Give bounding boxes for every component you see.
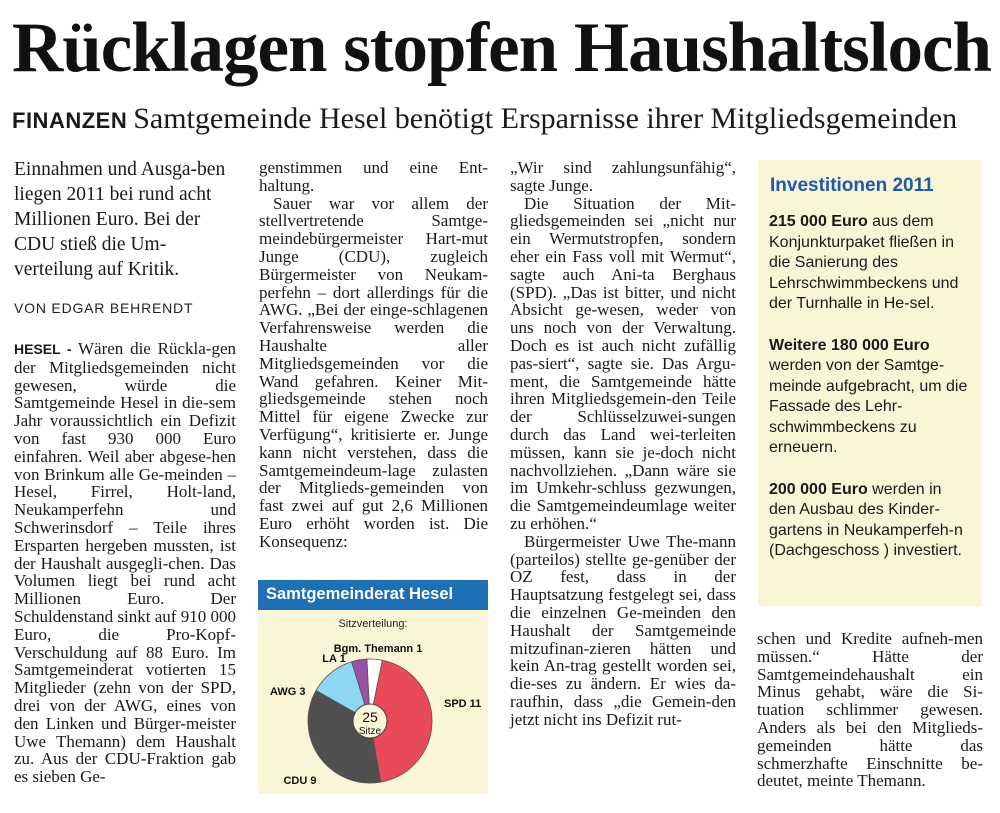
center-value: 25 — [362, 709, 378, 725]
chart-title: Samtgemeinderat Hesel — [258, 580, 488, 610]
pie-chart — [258, 610, 488, 794]
info-box-item — [769, 336, 972, 459]
lead-paragraph: Einnahmen und Ausga-ben liegen 2011 bei rund acht Millionen Euro. Bei der CDU stieß die Um-verteilung auf Kritik. — [14, 159, 226, 280]
chart-subtitle: Sitzverteilung: — [338, 618, 408, 630]
column-4 — [757, 630, 983, 790]
info-box-text: aus dem Konjunkturpaket fließen in die Sanierung des Lehrschwimmbeckens und der Turnhalle in He-sel. — [769, 213, 959, 312]
paragraph-text: Wären die Rückla-gen der Mitgliedsgemeinden nicht gewesen, würde die Samtgemeinde Hesel in die-sem Jahr voraussichtlich ein Defizit von fast 930 000 Euro einfahren. Weil aber abgese-hen von Brinkum alle Ge-meinden – Hesel, Firrel, Holt-land, Neukamperfehn und Schwerinsdorf – Teile ihres Ersparten hergeben mussten, ist der Haushalt ausgegli-chen. Das Volumen liegt bei rund acht Millionen Euro. Der Schuldenstand sinkt auf 910 000 Euro, die Pro-Kopf-Verschuldung auf 88 Euro. Im Samtgemeinderat votierten 15 Mitglieder (zehn von der SPD, drei von der AWG, eines von den Linken und Bürger-meister Uwe Themann) dem Haushalt zu. Aus der CDU-Fraktion gab es sieben Ge- — [14, 339, 236, 787]
subheadline — [12, 100, 992, 140]
paragraph — [14, 340, 236, 786]
kicker: FINANZEN — [12, 108, 128, 133]
headline: Rücklagen stopfen Haushaltsloch — [12, 9, 991, 87]
column-3 — [510, 159, 736, 729]
info-box-item — [769, 480, 972, 562]
paragraph: „Wir sind zahlungsunfähig“, sagte Junge. — [510, 158, 736, 195]
info-box-title: Investitionen 2011 — [770, 175, 934, 196]
center-label: Sitze — [358, 726, 382, 737]
info-box-text: werden von der Samtge-meinde aufgebracht, um die Fassade des Lehr-schwimmbeckens zu erneuern. — [769, 357, 968, 456]
dateline: HESEL - — [14, 341, 72, 357]
pie-label: LA 1 — [322, 653, 346, 665]
pie-label: CDU 9 — [283, 775, 317, 787]
info-box-amount: 215 000 Euro — [769, 213, 868, 230]
info-box-amount: 200 000 Euro — [769, 480, 868, 498]
pie-label: AWG 3 — [270, 686, 306, 698]
column-1 — [14, 340, 236, 786]
paragraph: genstimmen und eine Ent-haltung. — [259, 158, 488, 195]
paragraph: Sauer war vor allem der stellvertretende Samtge-meindebürgermeister Hart-mut Junge (CDU), zugleich Bürgermeister von Neukam-perfehn – dort allerdings für die AWG. „Bei der einge-schlagenen Verfahrensweise werden die Haushalte aller Mitgliedsgemeinden vor die Wand gefahren. Keiner Mit-gliedsgemeinde stehen noch Mittel für eigene Zwecke zur Verfügung“, kritisierte er. Junge kann nicht verstehen, dass die Samtgemeindeum-lage zulasten der Mitglieds-gemeinden von fast zwei auf gut 2,6 Millionen Euro erhöht worden ist. Die Konsequenz: — [259, 193, 488, 551]
pie-label: SPD 11 — [444, 698, 482, 710]
pie-label: Bgm. Themann 1 — [333, 643, 423, 655]
column-2 — [259, 159, 488, 551]
info-box — [758, 160, 982, 606]
info-box-amount: Weitere 180 000 Euro — [769, 336, 930, 354]
paragraph: schen und Kredite aufneh-men müssen.“ Hätte der Samtgemeindehaushalt ein Minus gehabt, wäre die Si-tuation schlimmer gewesen. Anders als bei den Mitglieds-gemeinden hätte das schmerzhafte Einschnitte be-deutet, meinte Themann. — [757, 629, 983, 791]
paragraph: Die Situation der Mit-gliedsgemeinden sei „nicht nur ein Wermutstropfen, sondern eher ein Fass voll mit Wermut“, sagte auch Ani-ta Berghaus (SPD). „Das ist bitter, und nicht Absicht ge-wesen, weder von uns noch von der Verwaltung. Doch es ist auch nicht zufällig pas-siert“, sagte sie. Das Argu-ment, die Samtgemeinde hätte ihren Mitgliedsgemein-den Teile der Schlüsselzuwei-sungen durch das Land wei-terleiten müssen, kann sie je-doch nicht nachvollziehen. „Dann wäre sie im Umkehr-schluss gezwungen, die Samtgemeindeumlage weiter zu erhöhen.“ — [510, 193, 736, 533]
seat-distribution-graphic — [258, 580, 488, 794]
subheadline-text: Samtgemeinde Hesel benötigt Ersparnisse ihrer Mitgliedsgemeinden — [133, 102, 958, 135]
info-box-text: werden in den Ausbau des Kinder-gartens in Neukamperfeh-n (Dachgeschoss ) investiert. — [769, 480, 963, 559]
paragraph: Bürgermeister Uwe The-mann (parteilos) stellte ge-genüber der OZ fest, dass in der Hauptsatzung festgelegt sei, dass die einzelnen Ge-meinden den Haushalt der Samtgemeinde mitzufinan-zieren hätten und kein An-trag gestellt worden sei, die-ses zu ändern. Er wies da-raufhin, dass „die Gemein-den jetzt nicht ins Defizit rut- — [510, 531, 736, 729]
info-box-item — [769, 212, 972, 315]
byline: VON EDGAR BEHRENDT — [14, 300, 194, 316]
